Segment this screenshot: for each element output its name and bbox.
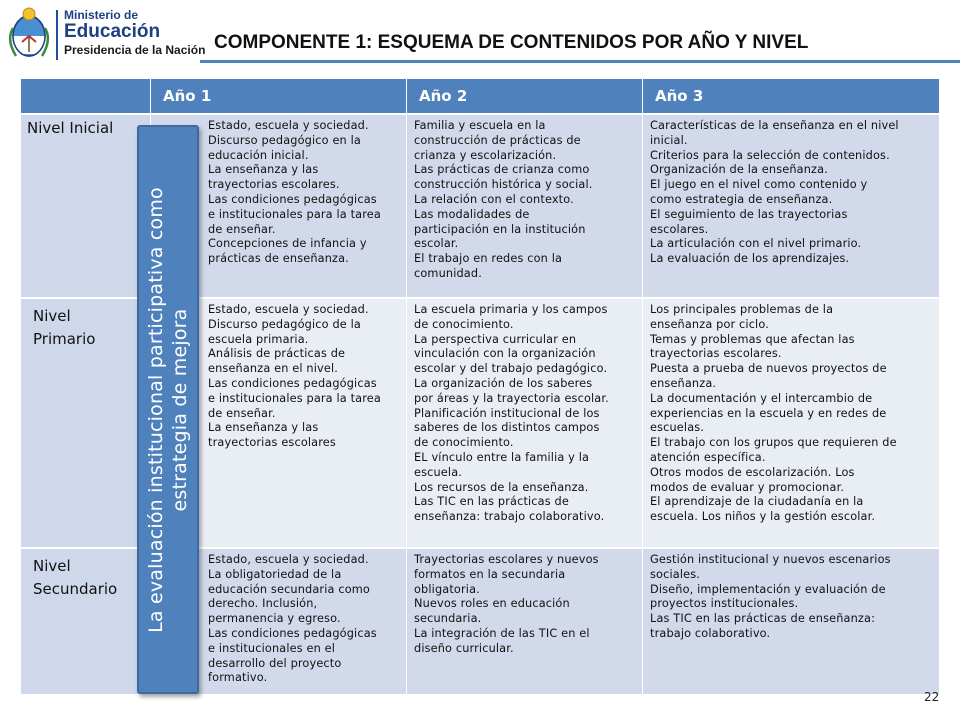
header-cell-year-1 bbox=[151, 79, 407, 115]
cell-text-line: Estado, escuela y sociedad. bbox=[208, 553, 369, 566]
slide-title: COMPONENTE 1: ESQUEMA DE CONTENIDOS POR AÑO Y NIVEL bbox=[214, 32, 809, 53]
cell-text-line: educación secundaria como bbox=[208, 582, 370, 596]
cell-text-line: inicial. bbox=[650, 133, 688, 147]
cell-text-line: Diseño, implementación y evaluación de bbox=[650, 582, 886, 596]
cell-text-line: enseñanza por ciclo. bbox=[650, 317, 769, 331]
column-header: Año 1 bbox=[163, 87, 212, 105]
cell-text-line: La integración de las TIC en el bbox=[414, 626, 590, 640]
column-header: Año 2 bbox=[419, 87, 468, 105]
table-cell bbox=[407, 115, 643, 299]
cell-text-line: trayectorias escolares. bbox=[650, 347, 782, 361]
cell-text-line: Trayectorias escolares y nuevos bbox=[414, 553, 599, 566]
cell-text-line: escuela. bbox=[414, 465, 463, 479]
banner-line-2: estrategia de mejora bbox=[169, 308, 191, 511]
cell-text-line: formatos en la secundaria bbox=[414, 567, 566, 581]
logo-wordmark bbox=[64, 8, 214, 58]
cell-text-line: Estado, escuela y sociedad. bbox=[208, 303, 369, 316]
cell-text-line: desarrollo del proyecto bbox=[208, 656, 342, 670]
cell-text-line: Las condiciones pedagógicas bbox=[208, 626, 377, 640]
header-cell-year-2 bbox=[407, 79, 643, 115]
table-cell bbox=[407, 549, 643, 696]
cell-text-line: La enseñanza y las bbox=[208, 163, 319, 177]
cell-text-line: de enseñar. bbox=[208, 222, 276, 236]
cell-text-line: construcción histórica y social. bbox=[414, 178, 593, 192]
cell-text-line: Puesta a prueba de nuevos proyectos de bbox=[650, 362, 887, 376]
cell-text-line: Planificación institucional de los bbox=[414, 406, 600, 420]
cell-text-line: diseño curricular. bbox=[414, 641, 514, 655]
column-header: Año 3 bbox=[655, 87, 704, 105]
header-cell-year-3 bbox=[643, 79, 940, 115]
table-cell bbox=[643, 115, 940, 299]
cell-text-line: modos de evaluar y promocionar. bbox=[650, 480, 845, 494]
cell-text-line: El aprendizaje de la ciudadanía en la bbox=[650, 495, 864, 509]
logo-line-2: Educación bbox=[64, 21, 161, 42]
cell-text-line: comunidad. bbox=[414, 266, 482, 280]
row-label bbox=[21, 299, 150, 349]
cell-text-line: La articulación con el nivel primario. bbox=[650, 237, 862, 251]
row-label-part: Primario bbox=[33, 330, 96, 348]
cell-text-line: Las TIC en las prácticas de enseñanza: bbox=[650, 612, 876, 626]
cell-text-line: Las condiciones pedagógicas bbox=[208, 192, 377, 206]
cell-text-line: e institucionales en el bbox=[208, 641, 336, 655]
cell-text-line: enseñanza en el nivel. bbox=[208, 362, 338, 376]
cell-text-line: Las modalidades de bbox=[414, 207, 530, 221]
coat-of-arms-icon bbox=[8, 6, 50, 62]
cell-text-line: La escuela primaria y los campos bbox=[414, 303, 608, 316]
row-label-part: Nivel bbox=[33, 557, 71, 575]
cell-text-line: El trabajo en redes con la bbox=[414, 252, 563, 266]
cell-text-line: La documentación y el intercambio de bbox=[650, 391, 873, 405]
cell-text-line: e institucionales para la tarea bbox=[208, 207, 381, 221]
cell-text-line: El seguimiento de las trayectorias bbox=[650, 207, 848, 221]
cell-text-line: permanencia y egreso. bbox=[208, 612, 341, 626]
cell-text-line: vinculación con la organización bbox=[414, 347, 596, 361]
cell-text-line: Concepciones de infancia y bbox=[208, 237, 367, 251]
cell-text-line: Análisis de prácticas de bbox=[208, 347, 346, 361]
cell-text-line: experiencias en la escuela y en redes de bbox=[650, 406, 887, 420]
row-label bbox=[21, 549, 150, 599]
cell-text-line: Discurso pedagógico en la bbox=[208, 133, 361, 147]
evaluation-banner bbox=[137, 125, 199, 694]
cell-text-line: participación en la institución bbox=[414, 222, 586, 236]
cell-text-line: EL vínculo entre la familia y la bbox=[414, 450, 590, 464]
cell-text-line: educación inicial. bbox=[208, 148, 309, 162]
header-cell-empty bbox=[21, 79, 151, 115]
cell-text-line: prácticas de enseñanza. bbox=[208, 252, 349, 266]
table-header-row bbox=[21, 79, 940, 115]
row-label-cell bbox=[21, 115, 151, 299]
cell-text-line: por áreas y la trayectoria escolar. bbox=[414, 391, 609, 405]
page-number: 22 bbox=[924, 690, 940, 704]
cell-text-line: Discurso pedagógico de la bbox=[208, 317, 361, 331]
cell-text-line: Características de la enseñanza en el nivel bbox=[650, 119, 899, 132]
cell-text-line: enseñanza: trabajo colaborativo. bbox=[414, 510, 605, 524]
title-underline bbox=[200, 60, 960, 63]
logo-line-1: Ministerio de bbox=[64, 8, 139, 22]
table-cell bbox=[643, 299, 940, 549]
cell-text-line: sociales. bbox=[650, 567, 700, 581]
row-label-part: Secundario bbox=[33, 580, 118, 598]
cell-text-line: La perspectiva curricular en bbox=[414, 332, 577, 346]
table-cell bbox=[643, 549, 940, 696]
cell-text-line: La relación con el contexto. bbox=[414, 192, 574, 206]
cell-text-line: Los principales problemas de la bbox=[650, 303, 834, 316]
cell-text-line: Los recursos de la enseñanza. bbox=[414, 480, 589, 494]
cell-text-line: El trabajo con los grupos que requieren de bbox=[650, 436, 897, 450]
cell-text-line: formativo. bbox=[208, 671, 268, 685]
logo-divider bbox=[56, 10, 58, 60]
ministry-logo bbox=[8, 4, 208, 68]
cell-text-line: atención específica. bbox=[650, 450, 766, 464]
cell-text-line: Temas y problemas que afectan las bbox=[650, 332, 855, 346]
cell-text-line: construcción de prácticas de bbox=[414, 133, 581, 147]
slide-header bbox=[0, 0, 960, 75]
banner-line-1: La evaluación institucional participativa como bbox=[145, 186, 167, 633]
cell-text-line: de conocimiento. bbox=[414, 436, 514, 450]
cell-text-line: escuela primaria. bbox=[208, 332, 309, 346]
cell-text-line: secundaria. bbox=[414, 612, 482, 626]
cell-text-line: proyectos institucionales. bbox=[650, 597, 799, 611]
cell-text-line: escuela. Los niños y la gestión escolar. bbox=[650, 510, 876, 524]
cell-text-line: trayectorias escolares. bbox=[208, 178, 340, 192]
cell-text-line: escuelas. bbox=[650, 421, 705, 435]
row-label: Nivel Inicial bbox=[27, 119, 114, 137]
cell-text-line: trabajo colaborativo. bbox=[650, 626, 771, 640]
cell-text-line: La evaluación de los aprendizajes. bbox=[650, 252, 850, 266]
row-label-cell bbox=[21, 299, 151, 549]
cell-text-line: saberes de los distintos campos bbox=[414, 421, 600, 435]
cell-text-line: de conocimiento. bbox=[414, 317, 514, 331]
cell-text-line: escolares. bbox=[650, 222, 709, 236]
row-label-part: Nivel bbox=[33, 307, 71, 325]
row-label-cell bbox=[21, 549, 151, 696]
cell-text-line: de enseñar. bbox=[208, 406, 276, 420]
cell-text-line: La obligatoriedad de la bbox=[208, 567, 342, 581]
cell-text-line: derecho. Inclusión, bbox=[208, 597, 318, 611]
cell-text-line: Las TIC en las prácticas de bbox=[414, 495, 569, 509]
cell-text-line: Las condiciones pedagógicas bbox=[208, 376, 377, 390]
cell-text-line: Familia y escuela en la bbox=[414, 119, 546, 132]
cell-text-line: e institucionales para la tarea bbox=[208, 391, 381, 405]
cell-text-line: crianza y escolarización. bbox=[414, 148, 557, 162]
cell-text-line: Criterios para la selección de contenidos. bbox=[650, 148, 890, 162]
cell-text-line: Estado, escuela y sociedad. bbox=[208, 119, 369, 132]
cell-text-line: Las prácticas de crianza como bbox=[414, 163, 590, 177]
evaluation-banner-text bbox=[144, 130, 192, 690]
cell-text-line: como estrategia de enseñanza. bbox=[650, 192, 833, 206]
cell-text-line: escolar. bbox=[414, 237, 459, 251]
cell-text-line: escolar y del trabajo pedagógico. bbox=[414, 362, 608, 376]
logo-line-3: Presidencia de la Nación bbox=[64, 43, 206, 57]
cell-text-line: obligatoria. bbox=[414, 582, 480, 596]
cell-text-line: Nuevos roles en educación bbox=[414, 597, 570, 611]
cell-text-line: La organización de los saberes bbox=[414, 376, 593, 390]
table-cell bbox=[407, 299, 643, 549]
cell-text-line: El juego en el nivel como contenido y bbox=[650, 178, 868, 192]
cell-text-line: enseñanza. bbox=[650, 376, 717, 390]
cell-text-line: Organización de la enseñanza. bbox=[650, 163, 828, 177]
cell-text-line: trayectorias escolares bbox=[208, 436, 336, 450]
cell-text-line: Gestión institucional y nuevos escenarios bbox=[650, 553, 891, 566]
cell-text-line: Otros modos de escolarización. Los bbox=[650, 465, 855, 479]
cell-text-line: La enseñanza y las bbox=[208, 421, 319, 435]
